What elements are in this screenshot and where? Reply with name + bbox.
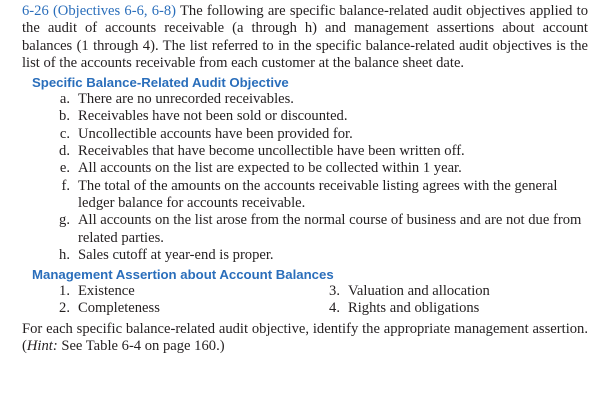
objective-text: Uncollectible accounts have been provided for. bbox=[78, 125, 353, 142]
objective-text: All accounts on the list arose from the normal course of business and are not due from related parties. bbox=[78, 212, 582, 246]
objective-text: Receivables that have become uncollectible have been written off. bbox=[78, 143, 465, 160]
problem-page bbox=[22, 3, 588, 355]
objective-item bbox=[22, 178, 588, 213]
objective-item bbox=[22, 247, 588, 264]
objective-text: There are no unrecorded receivables. bbox=[78, 91, 294, 108]
objective-item bbox=[22, 212, 588, 247]
assertions-list bbox=[46, 283, 588, 318]
objective-text: Sales cutoff at year-end is proper. bbox=[78, 246, 274, 263]
objective-letter: b. bbox=[59, 108, 70, 125]
objective-letter: h. bbox=[59, 246, 70, 263]
objective-letter: a. bbox=[59, 91, 70, 108]
objective-text: Receivables have not been sold or discounted. bbox=[78, 108, 348, 125]
closing-hint-text: See Table 6-4 on page 160.) bbox=[57, 338, 225, 355]
objective-item bbox=[22, 126, 588, 143]
objective-letter: e. bbox=[59, 160, 70, 177]
objective-letter: g. bbox=[59, 212, 70, 229]
objective-letter: f. bbox=[61, 177, 70, 194]
assertion-text: Existence bbox=[78, 283, 135, 300]
problem-number: 6-26 (Objectives 6-6, 6-8) bbox=[22, 3, 177, 19]
objective-text: The total of the amounts on the accounts receivable listing agrees with the general ledger balance for accounts receivable. bbox=[78, 177, 558, 211]
objective-letter: d. bbox=[59, 143, 70, 160]
assertion-number: 4. bbox=[329, 300, 340, 317]
assertion-number: 1. bbox=[59, 283, 70, 300]
closing-text: For each specific balance-related audit objective, identify the appropriate management assertion. ( bbox=[22, 320, 588, 355]
assertion-number: 3. bbox=[329, 283, 340, 300]
assertion-item bbox=[316, 300, 576, 317]
objective-letter: c. bbox=[59, 125, 70, 142]
assertions-heading: Management Assertion about Account Balances bbox=[32, 267, 334, 283]
assertion-item bbox=[316, 283, 576, 300]
objectives-list bbox=[22, 91, 588, 264]
assertion-text: Rights and obligations bbox=[348, 300, 480, 317]
objective-item bbox=[22, 108, 588, 125]
objective-item bbox=[22, 143, 588, 160]
closing-instruction bbox=[22, 321, 588, 356]
problem-intro-text: The following are specific balance-related audit objectives applied to the audit of accounts receivable (a through h) and management assertions about account balances (1 through 4). The list referred to in the specific balance-related audit objectives is the list of the accounts receivable from each customer at the balance sheet date. bbox=[22, 3, 588, 71]
assertion-text: Valuation and allocation bbox=[348, 283, 490, 300]
assertion-item bbox=[46, 283, 316, 300]
problem-intro bbox=[22, 3, 588, 72]
assertion-item bbox=[46, 300, 316, 317]
objectives-heading: Specific Balance-Related Audit Objective bbox=[32, 75, 289, 91]
hint-label: Hint: bbox=[26, 338, 58, 355]
objective-text: All accounts on the list are expected to be collected within 1 year. bbox=[78, 160, 462, 177]
assertion-text: Completeness bbox=[78, 300, 160, 317]
objective-item bbox=[22, 91, 588, 108]
objective-item bbox=[22, 160, 588, 177]
assertion-number: 2. bbox=[59, 300, 70, 317]
